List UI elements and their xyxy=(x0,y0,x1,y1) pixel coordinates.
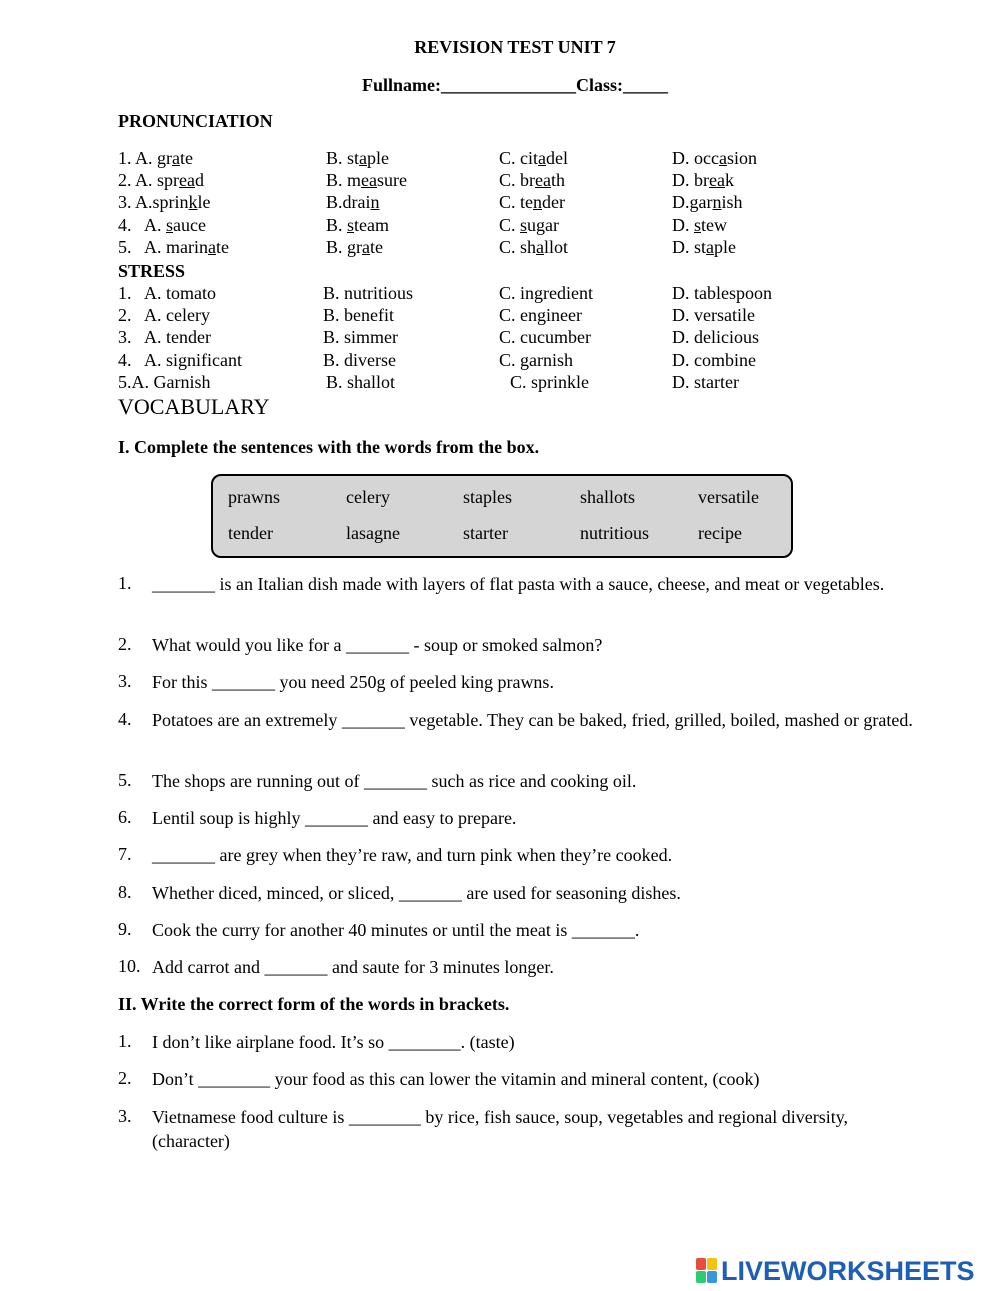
pronunciation-option: 5. A. marinate xyxy=(118,237,229,257)
stress-option: D. combine xyxy=(672,350,756,370)
item-number: 3. xyxy=(118,1106,132,1126)
item-number: 2. xyxy=(118,1068,132,1088)
item-number: 1. xyxy=(118,1031,132,1051)
pronunciation-option: D. staple xyxy=(672,237,737,257)
pronunciation-option: C. shallot xyxy=(499,237,569,257)
stress-option: 2. A. celery xyxy=(118,305,210,325)
stress-option: 4. A. significant xyxy=(118,350,242,370)
pronunciation-option: D. break xyxy=(672,170,734,190)
stress-heading: STRESS xyxy=(118,261,186,281)
list-item: Whether diced, minced, or sliced, _______ are used for seasoning dishes. xyxy=(152,883,681,903)
pronunciation-option: C. breath xyxy=(499,170,565,190)
item-number: 9. xyxy=(118,919,132,939)
item-number: 7. xyxy=(118,844,132,864)
pronunciation-option: C. citadel xyxy=(499,148,568,168)
stress-option: B. nutritious xyxy=(323,283,414,303)
word-box-item: starter xyxy=(463,523,508,543)
word-box-item: shallots xyxy=(580,487,636,507)
pronunciation-option: B. measure xyxy=(326,170,407,190)
item-number: 1. xyxy=(118,573,132,593)
word-box-item: nutritious xyxy=(580,523,650,543)
stress-option: C. sprinkle xyxy=(510,372,589,392)
pronunciation-option: B. grate xyxy=(326,237,383,257)
item-number: 8. xyxy=(118,882,132,902)
stress-option: B. diverse xyxy=(323,350,396,370)
list-item: Potatoes are an extremely _______ vegetable. They can be baked, fried, grilled, boiled, mashed or grated. xyxy=(152,710,913,730)
word-box xyxy=(211,474,793,558)
stress-option: D. starter xyxy=(672,372,739,392)
logo-text: LIVEWORKSHEETS xyxy=(721,1256,975,1286)
stress-option: 3. A. tender xyxy=(118,327,211,347)
stress-option: C. engineer xyxy=(499,305,582,325)
pronunciation-option: B.drain xyxy=(326,192,380,212)
list-item: Vietnamese food culture is ________ by rice, fish sauce, soup, vegetables and regional diversity, (character) xyxy=(152,1107,849,1151)
fullname-class-line: Fullname:_______________Class:_____ xyxy=(362,75,668,95)
item-number: 2. xyxy=(118,634,132,654)
liveworksheets-logo xyxy=(696,1256,975,1286)
section1-title: I. Complete the sentences with the words from the box. xyxy=(118,437,540,457)
pronunciation-option: B. staple xyxy=(326,148,390,168)
list-item: I don’t like airplane food. It’s so ________. (taste) xyxy=(152,1032,515,1052)
stress-option: B. simmer xyxy=(323,327,398,347)
pronunciation-option: 1. A. grate xyxy=(118,148,193,168)
list-item: _______ are grey when they’re raw, and turn pink when they’re cooked. xyxy=(152,845,673,865)
stress-option: B. benefit xyxy=(323,305,394,325)
item-number: 4. xyxy=(118,709,132,729)
pronunciation-option: C. sugar xyxy=(499,215,560,235)
list-item: _______ is an Italian dish made with layers of flat pasta with a sauce, cheese, and meat or vegetables. xyxy=(152,574,885,594)
stress-option: C. ingredient xyxy=(499,283,593,303)
item-number: 10. xyxy=(118,956,141,976)
stress-option: B. shallot xyxy=(326,372,396,392)
pronunciation-option: 2. A. spread xyxy=(118,170,204,190)
word-box-item: prawns xyxy=(228,487,280,507)
section2-title: II. Write the correct form of the words in brackets. xyxy=(118,994,510,1014)
word-box-item: tender xyxy=(228,523,273,543)
word-box-item: lasagne xyxy=(346,523,400,543)
page-title: REVISION TEST UNIT 7 xyxy=(414,37,616,57)
list-item: The shops are running out of _______ such as rice and cooking oil. xyxy=(152,771,637,791)
list-item: What would you like for a _______ - soup or smoked salmon? xyxy=(152,635,603,655)
stress-option: D. tablespoon xyxy=(672,283,772,303)
stress-option: D. versatile xyxy=(672,305,755,325)
list-item: Don’t ________ your food as this can lower the vitamin and mineral content, (cook) xyxy=(152,1069,760,1089)
item-number: 5. xyxy=(118,770,132,790)
pronunciation-option: D. stew xyxy=(672,215,728,235)
stress-option: 1. A. tomato xyxy=(118,283,216,303)
list-item: Lentil soup is highly _______ and easy to prepare. xyxy=(152,808,517,828)
word-box-item: versatile xyxy=(698,487,759,507)
word-box-item: staples xyxy=(463,487,512,507)
word-box-item: recipe xyxy=(698,523,742,543)
list-item: For this _______ you need 250g of peeled king prawns. xyxy=(152,672,554,692)
stress-option: C. garnish xyxy=(499,350,573,370)
list-item: Add carrot and _______ and saute for 3 minutes longer. xyxy=(152,957,554,977)
pronunciation-option: B. steam xyxy=(326,215,390,235)
pronunciation-option: D. occasion xyxy=(672,148,757,168)
stress-option: 5.A. Garnish xyxy=(118,372,211,392)
word-box-item: celery xyxy=(346,487,390,507)
list-item: Cook the curry for another 40 minutes or until the meat is _______. xyxy=(152,920,640,940)
vocabulary-heading: VOCABULARY xyxy=(118,394,270,419)
pronunciation-option: 4. A. sauce xyxy=(118,215,206,235)
pronunciation-option: 3. A.sprinkle xyxy=(118,192,211,212)
pronunciation-heading: PRONUNCIATION xyxy=(118,111,273,131)
stress-option: C. cucumber xyxy=(499,327,591,347)
logo-blocks-icon xyxy=(696,1258,718,1284)
pronunciation-option: C. tender xyxy=(499,192,565,212)
item-number: 3. xyxy=(118,671,132,691)
item-number: 6. xyxy=(118,807,132,827)
pronunciation-option: D.garnish xyxy=(672,192,743,212)
stress-option: D. delicious xyxy=(672,327,759,347)
